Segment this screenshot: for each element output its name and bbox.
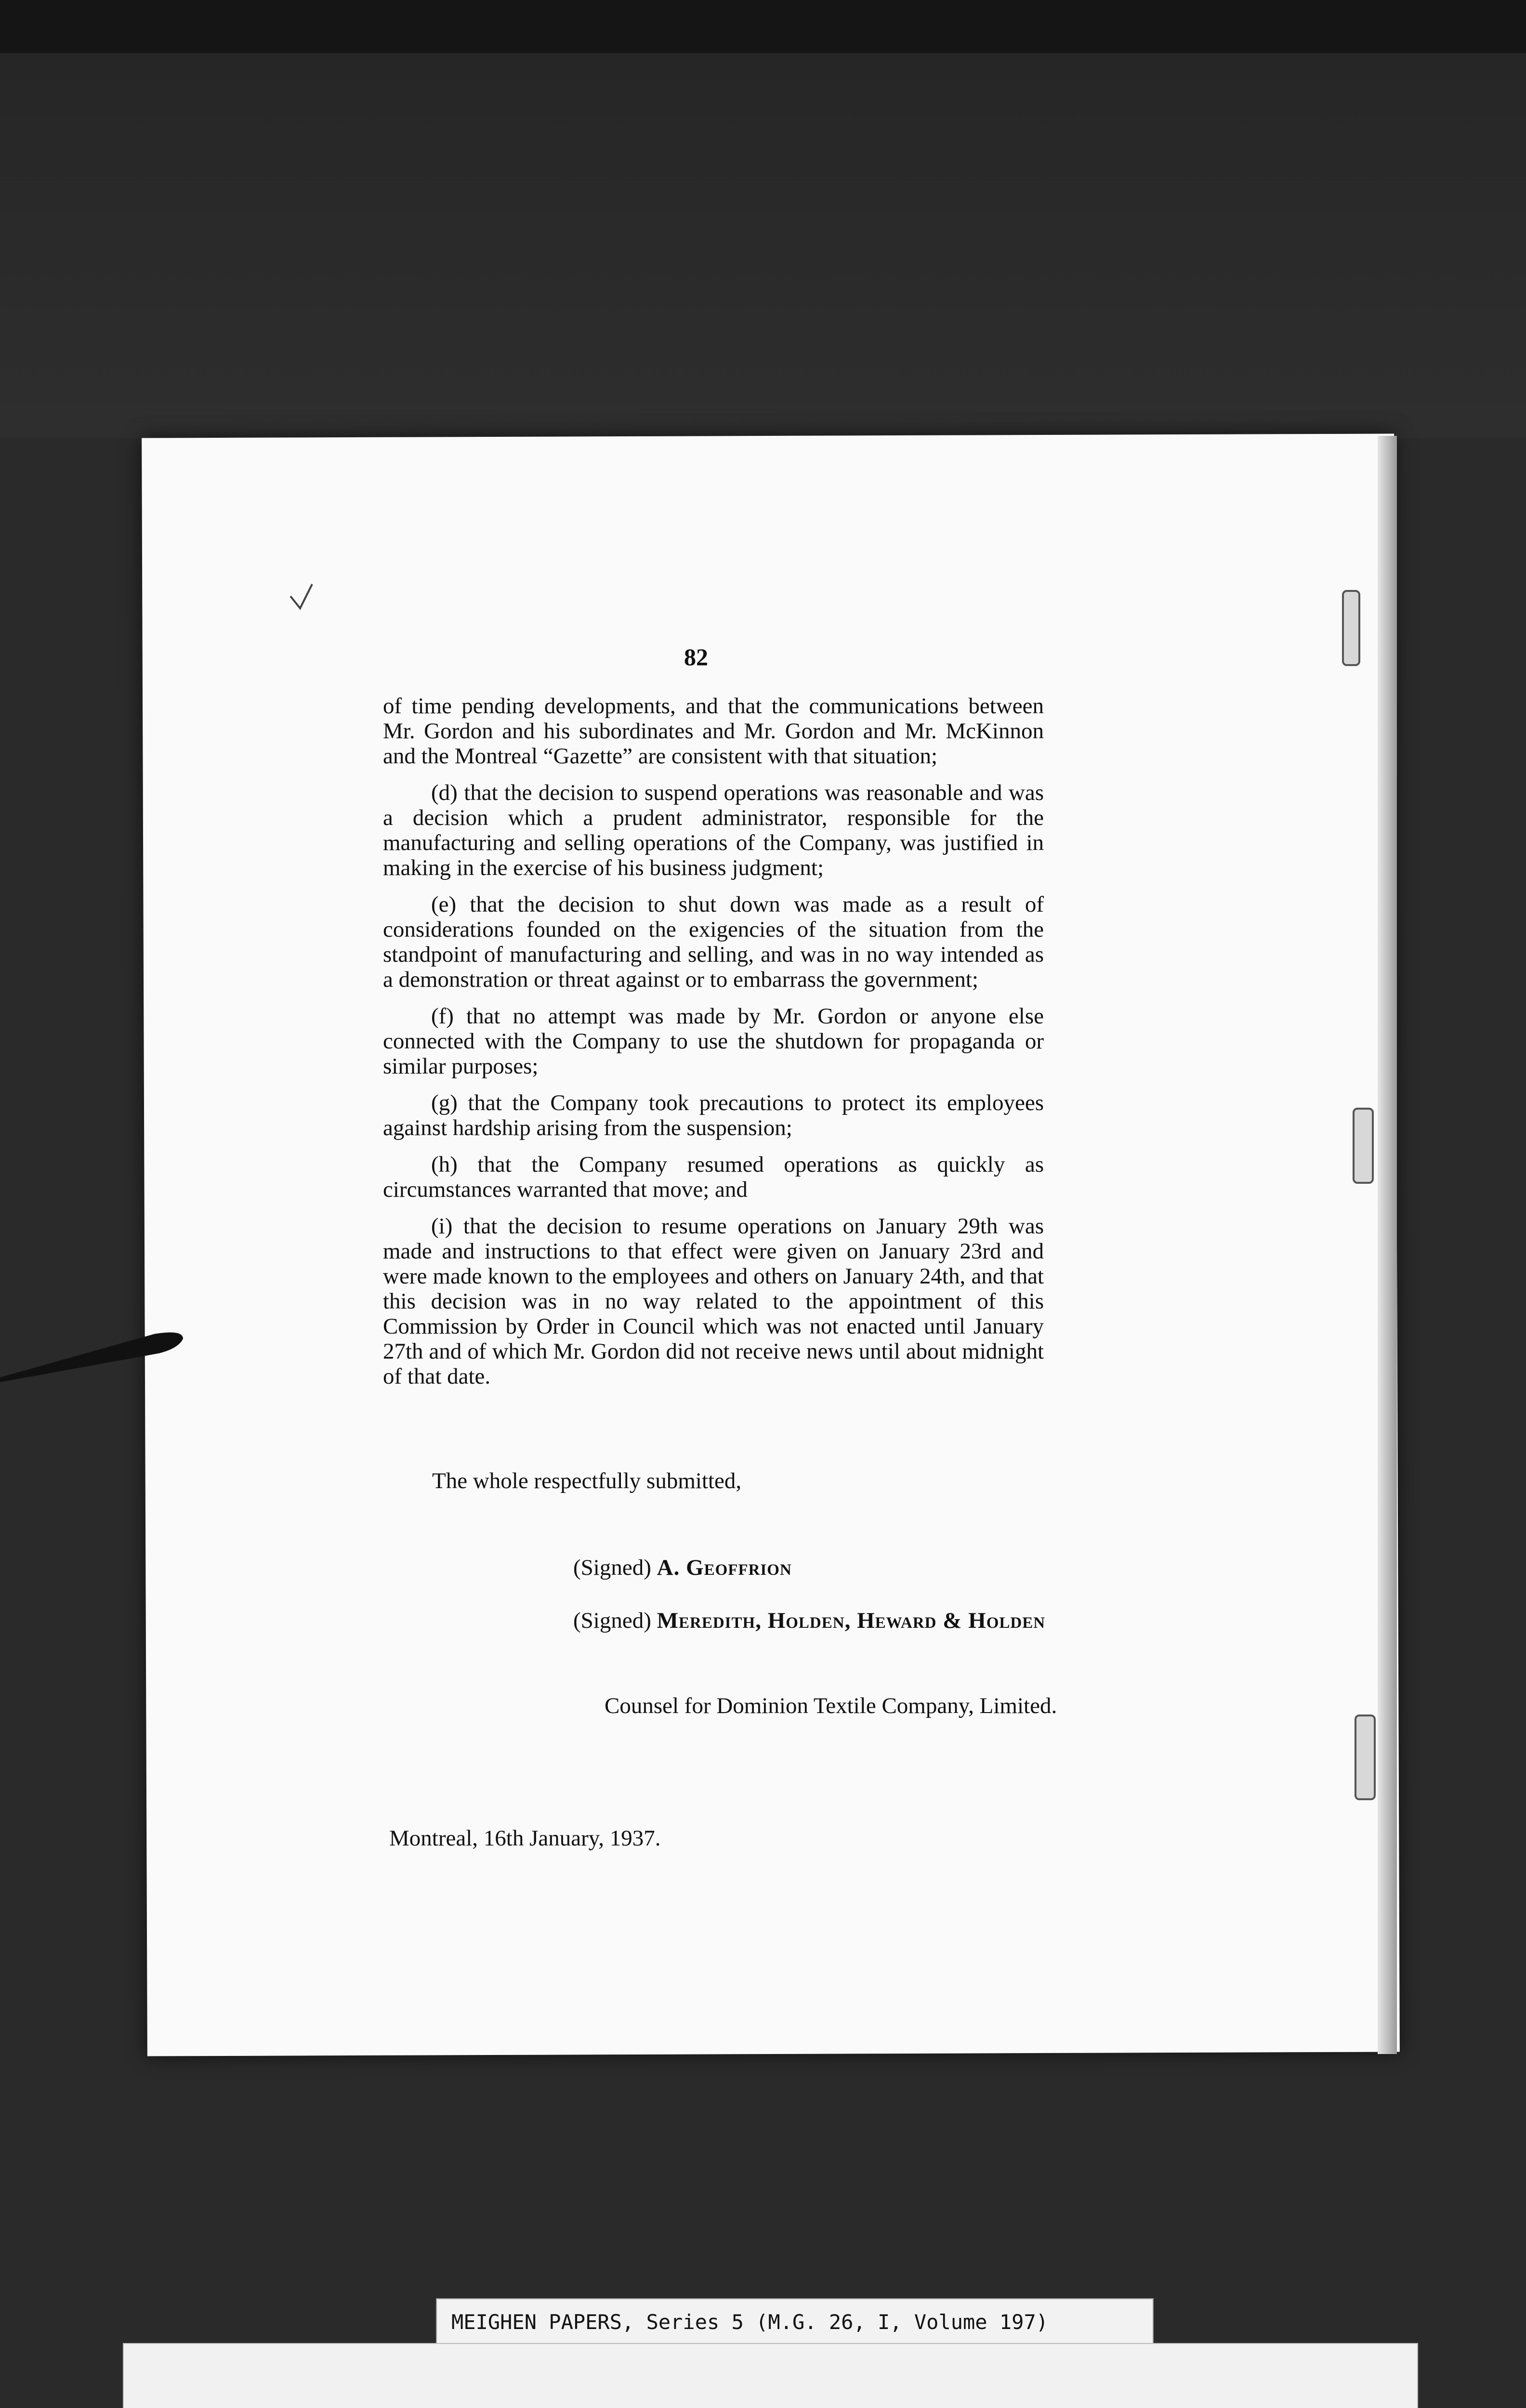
archives-card — [123, 2343, 1418, 2408]
pen-icon — [0, 1320, 188, 1382]
signature-name: Meredith, Holden, Heward & Holden — [657, 1608, 1046, 1633]
sheet-edge-shadow — [1378, 436, 1397, 2054]
paragraph: (f) that no attempt was made by Mr. Gordon or anyone else connected with the Company to use the shutdown for propaganda or similar purposes; — [383, 1004, 1044, 1079]
paper-clip-icon — [1342, 590, 1360, 666]
paragraph: (d) that the decision to suspend operations was reasonable and was a decision which a prudent administrator, responsible for the manufacturing and selling operations of the Company, was justified in making in the exercise of his business judgment; — [383, 780, 1044, 880]
paragraph: (i) that the decision to resume operations on January 29th was made and instructions to that effect were given on January 23rd and were made known to the employees and others on January 24th, and that this decision was in no way related to the appointment of this Commission by Order in Council which was not enacted until January 27th and of which Mr. Gordon did not receive news until about midnight of that date. — [383, 1214, 1044, 1389]
paper-clip-icon — [1355, 1714, 1376, 1800]
dateline: Montreal, 16th January, 1937. — [389, 1826, 661, 1851]
closing-line: The whole respectfully submitted, — [432, 1468, 742, 1493]
paragraph: (g) that the Company took precautions to protect its employees against hardship arising from the suspension; — [383, 1090, 1044, 1140]
signature-1 — [573, 1555, 792, 1581]
page-number: 82 — [684, 643, 708, 670]
check-mark-icon — [288, 582, 317, 615]
paragraph: of time pending developments, and that the communications between Mr. Gordon and his subordinates and Mr. Gordon and Mr. McKinnon and the Montreal “Gazette” are consistent with that situation; — [383, 694, 1044, 769]
background-band — [0, 53, 1526, 438]
signature-name: A. Geoffrion — [657, 1555, 792, 1580]
paragraph: (e) that the decision to shut down was made as a result of considerations founded on the exigencies of the situation from the standpoint of manufacturing and selling, and was in no way intended as a demonstration or threat against or to embarrass the government; — [383, 892, 1044, 992]
archive-reference-label: MEIGHEN PAPERS, Series 5 (M.G. 26, I, Volume 197) — [436, 2298, 1154, 2344]
counsel-line: Counsel for Dominion Textile Company, Limited. — [605, 1693, 1057, 1718]
signature-prefix: (Signed) — [573, 1555, 651, 1580]
film-frame-top — [0, 0, 1526, 53]
paragraph: (h) that the Company resumed operations as quickly as circumstances warranted that move; and — [383, 1152, 1044, 1202]
signature-prefix: (Signed) — [573, 1608, 651, 1633]
document-body — [383, 694, 1044, 1400]
paper-clip-icon — [1353, 1108, 1374, 1184]
signature-2 — [573, 1608, 1045, 1634]
